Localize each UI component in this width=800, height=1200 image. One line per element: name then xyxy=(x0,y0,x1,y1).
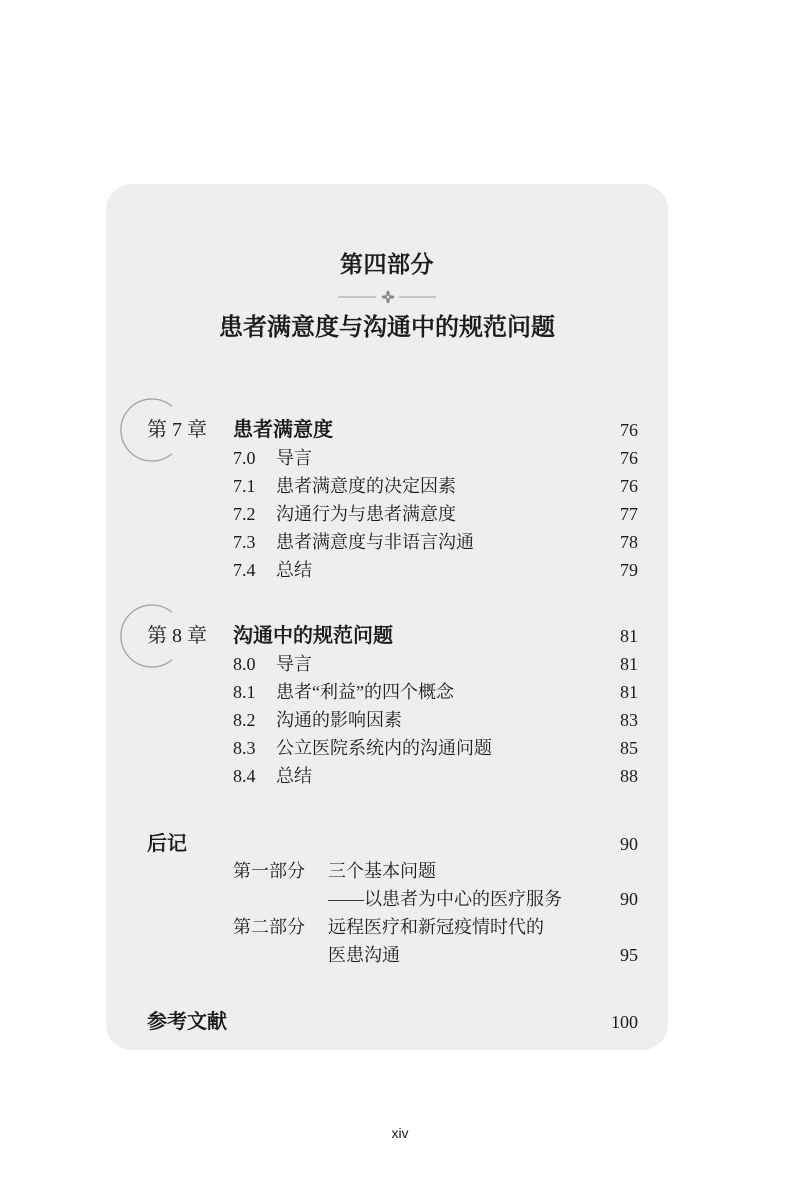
page-number: 81 xyxy=(620,654,638,674)
section-number: 8.1 xyxy=(233,682,256,702)
afterword-part-entry xyxy=(0,885,800,913)
section-number: 7.3 xyxy=(233,532,256,552)
page-number: 95 xyxy=(620,945,638,965)
afterword-part-entry xyxy=(0,941,800,969)
page-number: 76 xyxy=(620,448,638,468)
section-number: 8.0 xyxy=(233,654,256,674)
section-entry xyxy=(0,650,800,678)
afterword-part-entry xyxy=(0,857,800,885)
afterword-title: 后记 xyxy=(147,833,187,855)
section-title: 导言 xyxy=(276,654,312,674)
section-number: 8.3 xyxy=(233,738,256,758)
page-number: 90 xyxy=(620,889,638,909)
page-number: 81 xyxy=(620,682,638,702)
part-title: 患者满意度与沟通中的规范问题 xyxy=(219,315,555,341)
afterword-part-line: 三个基本问题 xyxy=(328,861,436,881)
section-entry xyxy=(0,762,800,790)
afterword-part-line: 医患沟通 xyxy=(328,945,400,965)
page-number: 77 xyxy=(620,504,638,524)
page-number: 78 xyxy=(620,532,638,552)
page-number: 88 xyxy=(620,766,638,786)
section-title: 总结 xyxy=(276,560,312,580)
section-number: 7.0 xyxy=(233,448,256,468)
references-title: 参考文献 xyxy=(147,1011,227,1033)
section-number: 7.2 xyxy=(233,504,256,524)
page-number: 90 xyxy=(620,834,638,854)
section-number: 7.4 xyxy=(233,560,256,580)
section-entry xyxy=(0,734,800,762)
section-entry xyxy=(0,678,800,706)
chapter-title: 患者满意度 xyxy=(233,419,333,441)
section-title: 总结 xyxy=(276,766,312,786)
section-title: 沟通行为与患者满意度 xyxy=(276,504,456,524)
chapter-label: 第 8 章 xyxy=(147,625,207,647)
section-entry xyxy=(0,706,800,734)
page-number: 76 xyxy=(620,420,638,440)
folio-page-number: xiv xyxy=(391,1125,409,1141)
section-title: 患者“利益”的四个概念 xyxy=(276,682,454,702)
divider-flower-icon xyxy=(338,290,436,304)
afterword-part-line: ——以患者为中心的医疗服务 xyxy=(328,889,562,909)
afterword-part-line: 远程医疗和新冠疫情时代的 xyxy=(328,917,544,937)
chapter-heading xyxy=(0,416,800,444)
page-number: 83 xyxy=(620,710,638,730)
section-number: 8.4 xyxy=(233,766,256,786)
section-entry xyxy=(0,444,800,472)
afterword-part-entry xyxy=(0,913,800,941)
section-number: 7.1 xyxy=(233,476,256,496)
section-title: 沟通的影响因素 xyxy=(276,710,402,730)
chapter-label: 第 7 章 xyxy=(147,419,207,441)
section-title: 患者满意度与非语言沟通 xyxy=(276,532,474,552)
page-number: 81 xyxy=(620,626,638,646)
section-entry xyxy=(0,472,800,500)
section-title: 导言 xyxy=(276,448,312,468)
page-number: 100 xyxy=(611,1012,638,1032)
afterword-heading xyxy=(0,830,800,858)
afterword-part-label: 第二部分 xyxy=(233,917,305,937)
chapter-heading xyxy=(0,622,800,650)
chapter-title: 沟通中的规范问题 xyxy=(233,625,393,647)
page-number: 76 xyxy=(620,476,638,496)
section-title: 患者满意度的决定因素 xyxy=(276,476,456,496)
section-entry xyxy=(0,556,800,584)
part-label: 第四部分 xyxy=(340,252,434,277)
afterword-part-label: 第一部分 xyxy=(233,861,305,881)
section-entry xyxy=(0,528,800,556)
flower-ornament-icon xyxy=(382,291,395,304)
section-title: 公立医院系统内的沟通问题 xyxy=(276,738,492,758)
references-heading xyxy=(0,1008,800,1036)
page-number: 85 xyxy=(620,738,638,758)
section-number: 8.2 xyxy=(233,710,256,730)
section-entry xyxy=(0,500,800,528)
page-number: 79 xyxy=(620,560,638,580)
